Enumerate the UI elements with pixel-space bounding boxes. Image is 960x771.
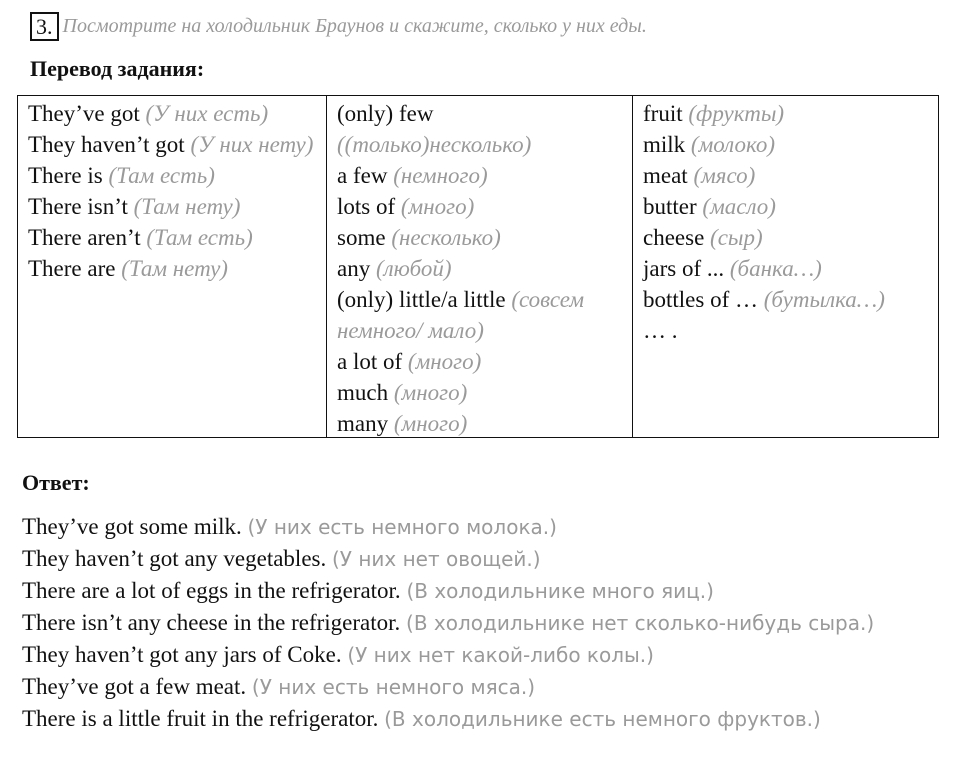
vocab-english: lots of bbox=[337, 194, 396, 219]
vocab-russian: (Там есть) bbox=[108, 163, 215, 188]
vocab-english: jars of ... bbox=[643, 256, 725, 281]
vocab-entry bbox=[643, 98, 932, 129]
vocab-english: bottles of … bbox=[643, 287, 758, 312]
vocab-entry bbox=[643, 315, 932, 346]
vocab-russian: (молоко) bbox=[690, 132, 776, 157]
vocab-english: There aren’t bbox=[28, 225, 141, 250]
answer-english: They haven’t got any vegetables. bbox=[22, 546, 327, 571]
vocab-entry bbox=[643, 129, 932, 160]
vocab-entry bbox=[643, 160, 932, 191]
vocab-english: There are bbox=[28, 256, 116, 281]
task-header bbox=[30, 10, 647, 42]
answer-heading: Ответ: bbox=[22, 470, 90, 495]
vocab-entry bbox=[337, 191, 626, 222]
vocab-entry bbox=[28, 253, 320, 284]
vocab-russian: (Там нету) bbox=[121, 256, 228, 281]
vocab-column-phrases bbox=[18, 96, 326, 437]
translation-heading: Перевод задания: bbox=[30, 56, 205, 81]
answer-item bbox=[22, 671, 932, 703]
vocab-russian: (банка…) bbox=[729, 256, 822, 281]
vocab-english: They’ve got bbox=[28, 101, 140, 126]
vocab-english: a lot of bbox=[337, 349, 403, 374]
answer-english: They’ve got some milk. bbox=[22, 514, 242, 539]
vocab-entry bbox=[28, 222, 320, 253]
vocab-russian: (много) bbox=[393, 380, 468, 405]
vocab-english: There is bbox=[28, 163, 103, 188]
answer-russian: (У них нет овощей.) bbox=[331, 547, 541, 571]
vocab-english: There isn’t bbox=[28, 194, 128, 219]
vocab-russian: (У них есть) bbox=[145, 101, 269, 126]
vocab-entry bbox=[28, 129, 320, 160]
answer-russian: (В холодильнике нет сколько-нибудь сыра.) bbox=[406, 611, 875, 635]
vocab-column-quantifiers bbox=[326, 96, 632, 437]
vocab-russian: (много) bbox=[393, 411, 468, 436]
answer-english: They haven’t got any jars of Coke. bbox=[22, 642, 342, 667]
vocab-russian: (бутылка…) bbox=[763, 287, 885, 312]
task-number: 3. bbox=[30, 12, 59, 41]
vocab-english: much bbox=[337, 380, 389, 405]
vocab-entry bbox=[643, 222, 932, 253]
answer-english: They’ve got a few meat. bbox=[22, 674, 247, 699]
vocab-russian: (фрукты) bbox=[688, 101, 785, 126]
vocab-english: some bbox=[337, 225, 386, 250]
answer-english: There are a lot of eggs in the refrigerator. bbox=[22, 578, 401, 603]
vocab-english: any bbox=[337, 256, 371, 281]
vocab-russian: (масло) bbox=[702, 194, 776, 219]
vocab-english: meat bbox=[643, 163, 688, 188]
answer-russian: (У них есть немного молока.) bbox=[247, 515, 557, 539]
answer-item bbox=[22, 607, 932, 639]
vocab-russian: (совсем немного/ мало) bbox=[337, 287, 585, 343]
vocabulary-table bbox=[17, 95, 939, 438]
vocab-english: butter bbox=[643, 194, 697, 219]
vocab-english: (only) little/a little bbox=[337, 287, 506, 312]
answer-russian: (У них нет какой-либо колы.) bbox=[347, 643, 654, 667]
vocab-entry bbox=[28, 160, 320, 191]
vocab-english: cheese bbox=[643, 225, 705, 250]
vocab-russian: (любой) bbox=[375, 256, 452, 281]
vocab-entry bbox=[337, 408, 626, 439]
answer-item bbox=[22, 703, 932, 735]
vocab-english: fruit bbox=[643, 101, 683, 126]
task-instruction: Посмотрите на холодильник Браунов и скажите, сколько у них еды. bbox=[62, 14, 647, 37]
answer-english: There isn’t any cheese in the refrigerator. bbox=[22, 610, 401, 635]
answer-russian: (В холодильнике есть немного фруктов.) bbox=[384, 707, 821, 731]
answer-item bbox=[22, 575, 932, 607]
vocab-russian: ((только)несколько) bbox=[337, 132, 532, 157]
vocab-english: … . bbox=[643, 318, 678, 343]
vocab-russian: (сыр) bbox=[710, 225, 763, 250]
answer-item bbox=[22, 639, 932, 671]
vocab-russian: (У них нету) bbox=[190, 132, 314, 157]
answer-russian: (У них есть немного мяса.) bbox=[251, 675, 536, 699]
answer-russian: (В холодильнике много яиц.) bbox=[406, 579, 714, 603]
vocab-russian: (мясо) bbox=[693, 163, 756, 188]
vocab-english: milk bbox=[643, 132, 686, 157]
answer-item bbox=[22, 511, 932, 543]
vocab-russian: (Там есть) bbox=[146, 225, 253, 250]
answer-item bbox=[22, 543, 932, 575]
vocab-english: They haven’t got bbox=[28, 132, 185, 157]
vocab-entry bbox=[337, 98, 626, 160]
vocab-russian: (немного) bbox=[393, 163, 488, 188]
vocab-entry bbox=[28, 98, 320, 129]
vocab-entry bbox=[337, 377, 626, 408]
vocab-entry bbox=[337, 346, 626, 377]
vocab-entry bbox=[337, 222, 626, 253]
vocab-entry bbox=[643, 284, 932, 315]
vocab-entry bbox=[28, 191, 320, 222]
vocab-entry bbox=[643, 191, 932, 222]
vocab-russian: (много) bbox=[400, 194, 475, 219]
vocab-english: many bbox=[337, 411, 389, 436]
vocab-russian: (Там нету) bbox=[133, 194, 241, 219]
vocab-russian: (много) bbox=[407, 349, 482, 374]
vocab-entry bbox=[337, 160, 626, 191]
vocab-entry bbox=[643, 253, 932, 284]
vocab-english: (only) few bbox=[337, 101, 434, 126]
vocab-column-foods bbox=[632, 96, 938, 437]
vocab-entry bbox=[337, 284, 626, 346]
vocab-english: a few bbox=[337, 163, 388, 188]
vocab-entry bbox=[337, 253, 626, 284]
answer-english: There is a little fruit in the refrigerator. bbox=[22, 706, 379, 731]
vocab-russian: (несколько) bbox=[391, 225, 501, 250]
answer-list bbox=[22, 511, 932, 735]
